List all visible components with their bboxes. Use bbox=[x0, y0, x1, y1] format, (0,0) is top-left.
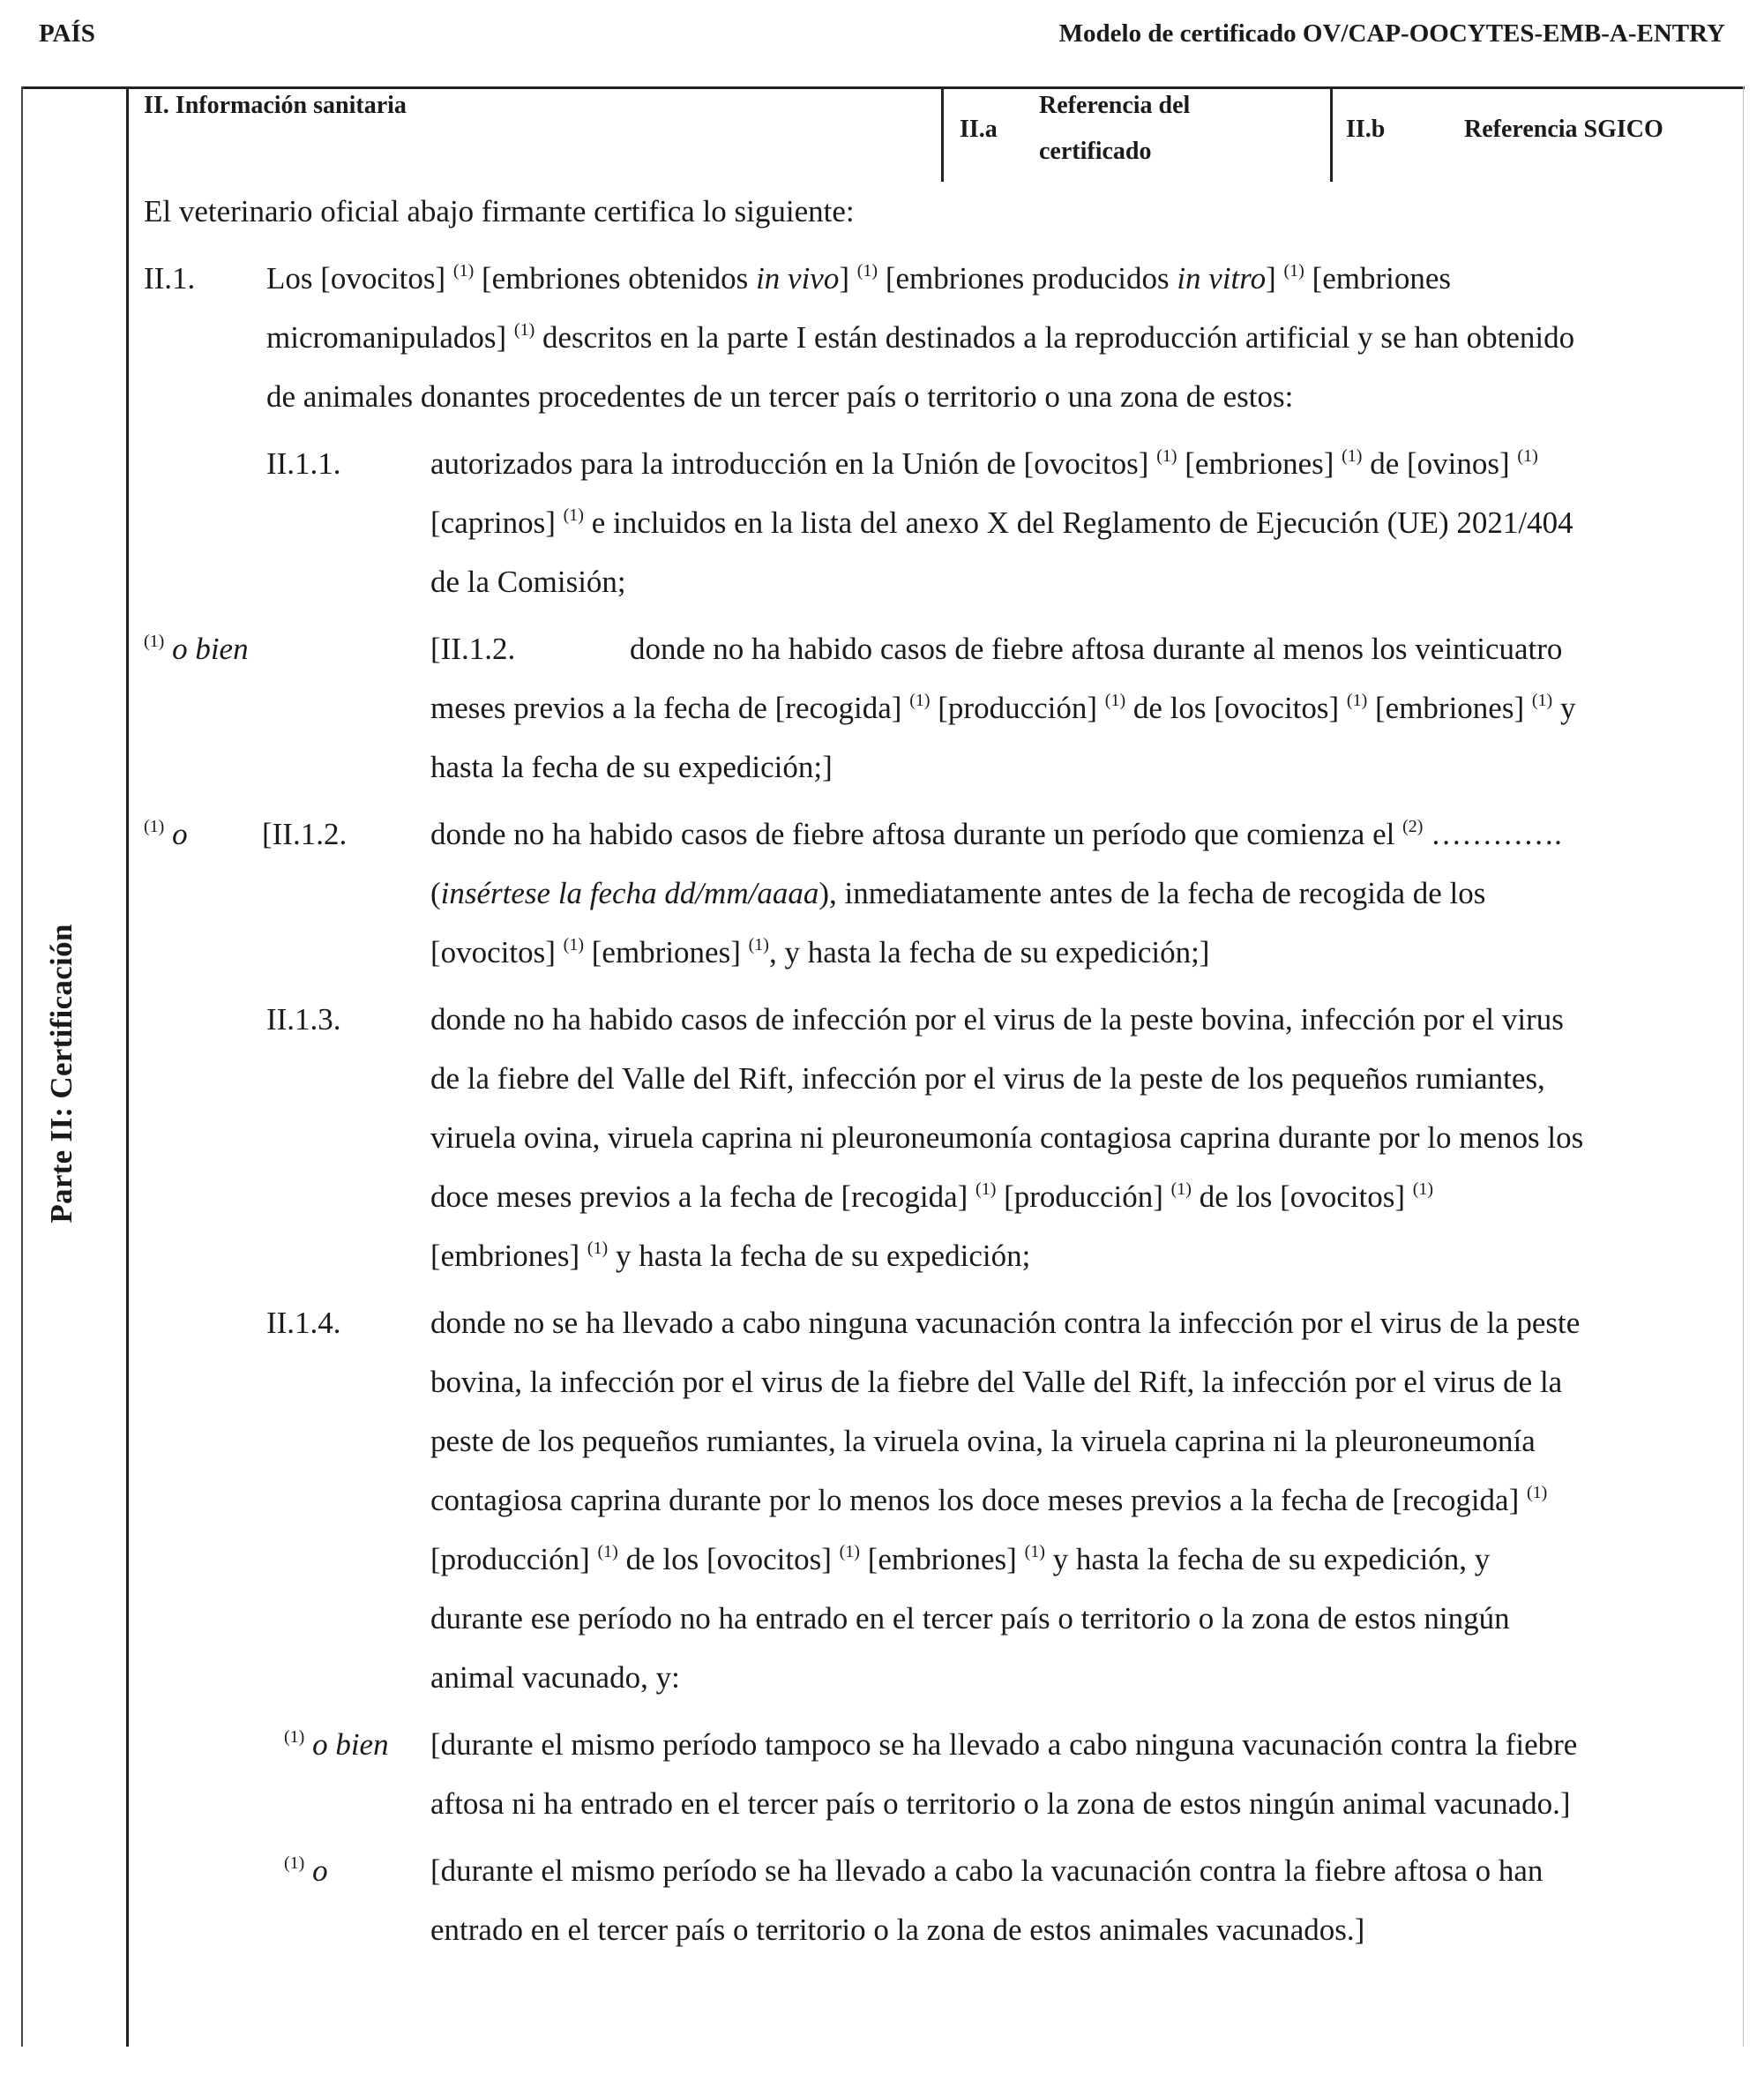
clause-ii11-line1: autorizados para la introducción en la Unión de [ovocitos] $^{(1)}$ [embriones] $^{(1)}$ de [ovinos] $^{(1)}$ bbox=[430, 446, 1538, 481]
clause-ii11-line2: [caprinos] $^{(1)}$ e incluidos en la lista del anexo X del Reglamento de Ejecución (UE) 2021/404 bbox=[430, 505, 1573, 540]
option-a-line1: [durante el mismo período tampoco se ha llevado a cabo ninguna vacunación contra la fiebre bbox=[430, 1727, 1578, 1762]
clause-ii1-line1: Los [ovocitos] $^{(1)}$ [embriones obtenidos in vivo] $^{(1)}$ [embriones producidos in vitro] $^{(1)}$ [embriones bbox=[266, 261, 1452, 296]
clause-ii12b-line1: donde no ha habido casos de fiebre aftosa durante un período que comienza el $^{(2)}$ …………. bbox=[430, 817, 1562, 851]
option-marker-o-2: $^{(1)}$ o bbox=[284, 1853, 328, 1888]
frame-inner-border bbox=[126, 86, 129, 2047]
clause-number-ii14: II.1.4. bbox=[266, 1306, 341, 1340]
clause-ii14-line5: [producción] $^{(1)}$ de los [ovocitos] $^{(1)}$ [embriones] $^{(1)}$ y hasta la fecha de su expedición, y bbox=[430, 1542, 1491, 1576]
clause-ii1-line3: de animales donantes procedentes de un tercer país o territorio o una zona de estos: bbox=[266, 379, 1294, 414]
clause-ii13-line1: donde no ha habido casos de infección por el virus de la peste bovina, infección por el virus bbox=[430, 1002, 1564, 1037]
clause-ii11-line3: de la Comisión; bbox=[430, 565, 626, 599]
iia-label-line1: Referencia del bbox=[1039, 92, 1191, 119]
clause-ii1-line2: micromanipulados] $^{(1)}$ descritos en la parte I están destinados a la reproducción artificial y se han obtenido bbox=[266, 320, 1575, 355]
clause-ii14-line6: durante ese período no ha entrado en el tercer país o territorio o la zona de estos ningún bbox=[430, 1601, 1510, 1636]
cell-divider-iib bbox=[1330, 86, 1333, 182]
iia-label-line2: certificado bbox=[1039, 138, 1152, 165]
clause-ii12b-line2: (insértese la fecha dd/mm/aaaa), inmediatamente antes de la fecha de recogida de los bbox=[430, 876, 1486, 910]
frame-top-border bbox=[21, 86, 1745, 89]
frame-left-border bbox=[21, 86, 23, 2047]
section-title: II. Información sanitaria bbox=[144, 92, 407, 119]
clause-ii12b-line3: [ovocitos] $^{(1)}$ [embriones] $^{(1)}$, y hasta la fecha de su expedición;] bbox=[430, 935, 1210, 969]
option-a-line2: aftosa ni ha entrado en el tercer país o territorio o la zona de estos ningún animal vacunado.] bbox=[430, 1786, 1571, 1821]
option-b-line2: entrado en el tercer país o territorio o la zona de estos animales vacunados.] bbox=[430, 1913, 1365, 1947]
clause-number-ii13: II.1.3. bbox=[266, 1002, 341, 1037]
iib-code: II.b bbox=[1346, 116, 1386, 143]
clause-number-ii11: II.1.1. bbox=[266, 446, 341, 481]
intro-statement: El veterinario oficial abajo firmante certifica lo siguiente: bbox=[144, 194, 855, 228]
cell-divider-iia bbox=[941, 86, 944, 182]
clause-ii14-line4: contagiosa caprina durante por lo menos los doce meses previos a la fecha de [recogida] $^{(1)}$ bbox=[430, 1483, 1548, 1517]
frame-right-border bbox=[1743, 86, 1744, 2047]
clause-ii13-line4: doce meses previos a la fecha de [recogida] $^{(1)}$ [producción] $^{(1)}$ de los [ovocitos] $^{(1)}$ bbox=[430, 1179, 1434, 1214]
clause-ii14-line7: animal vacunado, y: bbox=[430, 1660, 680, 1695]
country-label: PAÍS bbox=[39, 19, 95, 48]
clause-number-ii12-a: [II.1.2. bbox=[430, 632, 516, 666]
option-marker-o-bien-2: $^{(1)}$ o bien bbox=[284, 1727, 389, 1762]
side-label-text: Parte II: Certificación bbox=[44, 924, 78, 1224]
clause-ii12a-line3: hasta la fecha de su expedición;] bbox=[430, 750, 833, 784]
clause-ii13-line2: de la fiebre del Valle del Rift, infección por el virus de la peste de los pequeños rumiantes, bbox=[430, 1061, 1545, 1096]
iib-label: Referencia SGICO bbox=[1464, 116, 1663, 143]
iia-code: II.a bbox=[960, 116, 998, 143]
clause-ii12a-line2: meses previos a la fecha de [recogida] $^{(1)}$ [producción] $^{(1)}$ de los [ovocitos] $^{(1)}$ [embriones] $^{(1)}$ y bbox=[430, 691, 1576, 725]
clause-number-ii1: II.1. bbox=[144, 261, 196, 296]
clause-ii12a-line1: donde no ha habido casos de fiebre aftosa durante al menos los veinticuatro bbox=[630, 632, 1563, 666]
option-marker-o: $^{(1)}$ o bbox=[144, 817, 188, 851]
clause-number-ii12-b: [II.1.2. bbox=[262, 817, 348, 851]
clause-ii14-line1: donde no se ha llevado a cabo ninguna vacunación contra la infección por el virus de la peste bbox=[430, 1306, 1581, 1340]
clause-ii14-line3: peste de los pequeños rumiantes, la viruela ovina, la viruela caprina ni la pleuroneumonía bbox=[430, 1424, 1536, 1458]
clause-ii13-line3: viruela ovina, viruela caprina ni pleuroneumonía contagiosa caprina durante por lo menos los bbox=[430, 1120, 1584, 1155]
clause-ii13-line5: [embriones] $^{(1)}$ y hasta la fecha de su expedición; bbox=[430, 1239, 1031, 1273]
option-b-line1: [durante el mismo período se ha llevado a cabo la vacunación contra la fiebre aftosa o han bbox=[430, 1853, 1544, 1888]
clause-ii14-line2: bovina, la infección por el virus de la fiebre del Valle del Rift, la infección por el virus de la bbox=[430, 1365, 1563, 1399]
certificate-model-title: Modelo de certificado OV/CAP-OOCYTES-EMB-A-ENTRY bbox=[1058, 19, 1725, 48]
option-marker-o-bien: $^{(1)}$ o bien bbox=[144, 632, 249, 666]
